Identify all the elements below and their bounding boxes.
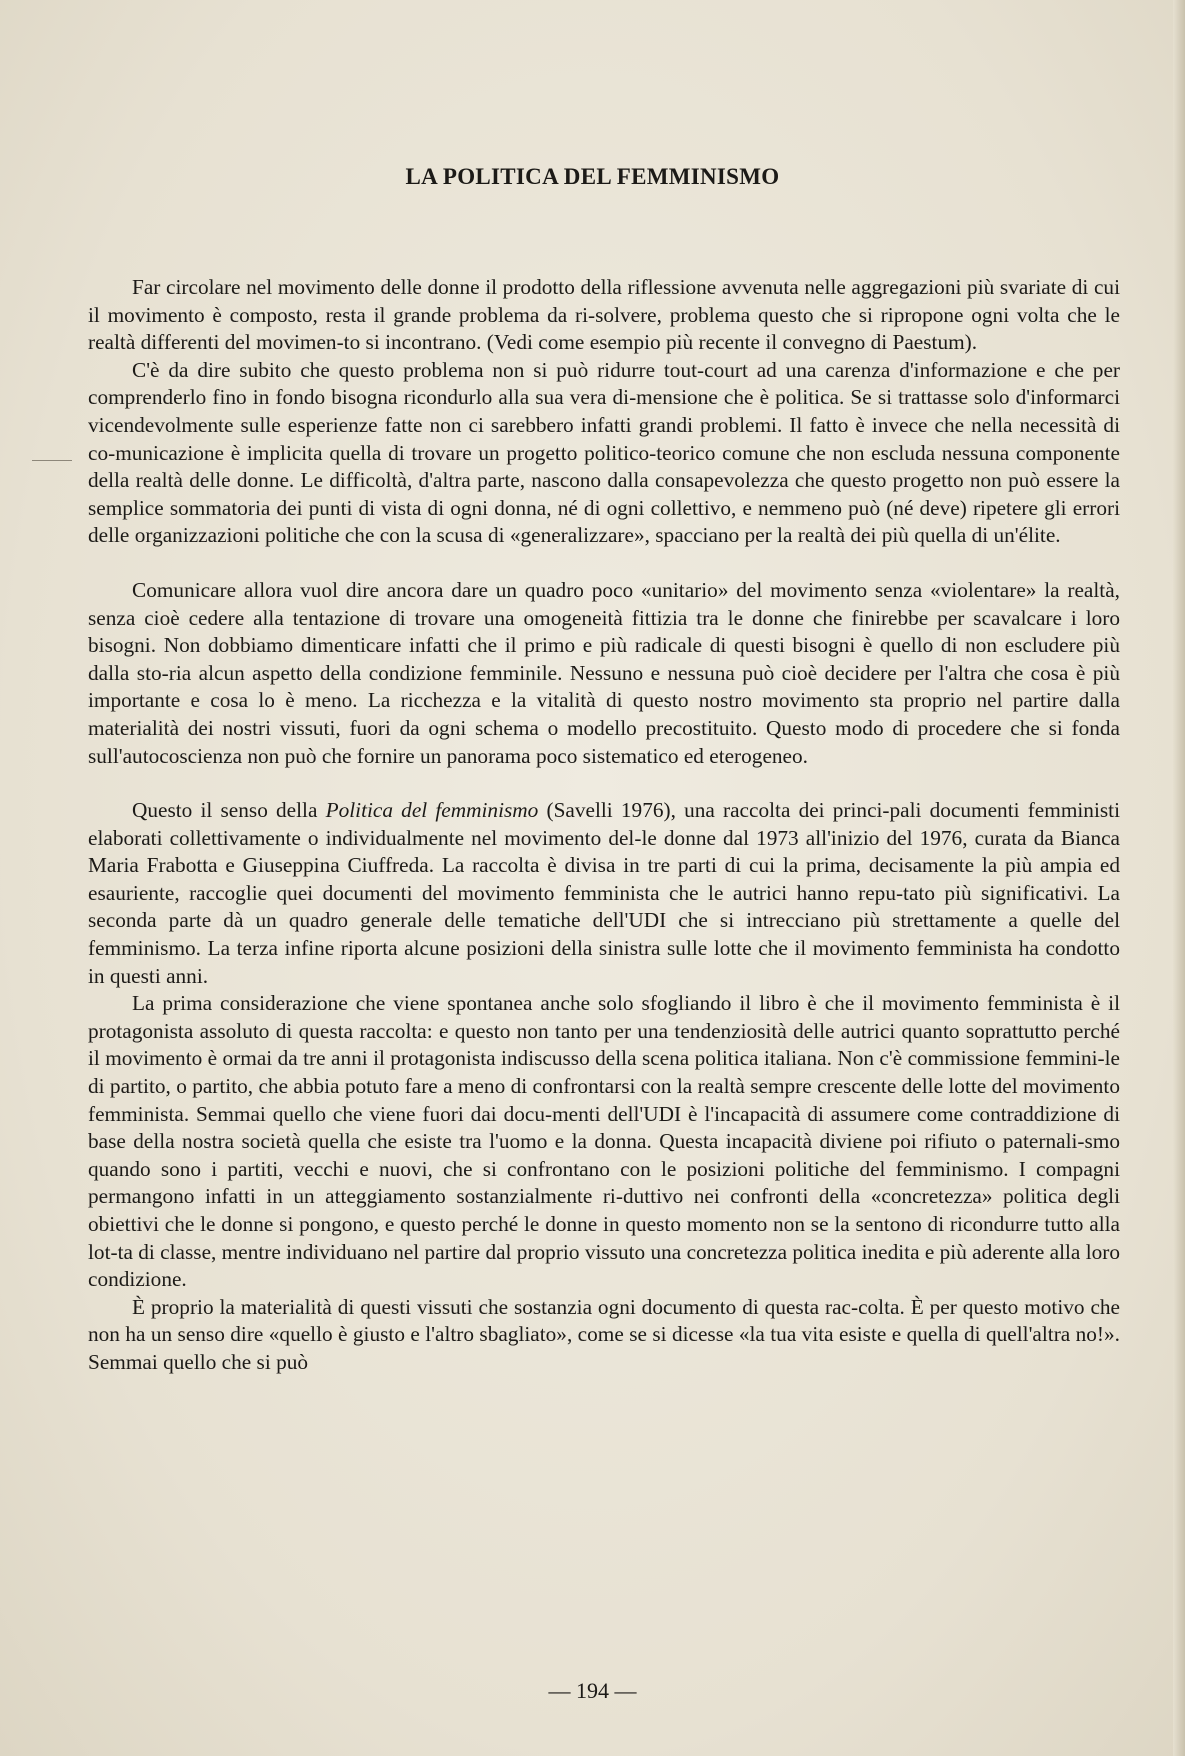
paragraph-3: Comunicare allora vuol dire ancora dare un quadro poco «unitario» del movimento senza «violentare» la realtà, senza cioè cedere alla tentazione di trovare una omogeneità fittizia tra le donne che finirebbe per scavalcare i loro bisogni. Non dobbiamo dimenticare infatti che il primo e più radicale di questi bisogni è quello di non escludere più dalla sto-ria alcun aspetto della condizione femminile. Nessuno e nessuna può cioè decidere per l'altra che cosa è più importante e cosa lo è meno. La ricchezza e la vitalità di questo nostro movimento sta proprio nel partire dalla materialità dei nostri vissuti, fuori da ogni schema o modello precostituito. Questo modo di procedere che si fonda sull'autocoscienza non può che fornire un panorama poco sistematico ed eterogeneo. — [88, 577, 1120, 768]
paragraph-2: C'è da dire subito che questo problema non si può ridurre tout-court ad una carenza d'informazione e che per comprenderlo fino in fondo bisogna ricondurlo alla sua vera di-mensione che è politica. Se si trattasse solo d'informarci vicendevolmente sulle esperienze fatte non ci sarebbero infatti grandi problemi. Il fatto è invece che nella necessità di co-municazione è implicita quella di trovare un progetto politico-teorico comune che non escluda nessuna componente della realtà delle donne. Le difficoltà, d'altra parte, nascono dalla consapevolezza che questo progetto non può essere la semplice sommatoria dei punti di vista di ogni donna, né di ogni collettivo, e nemmeno può (né deve) ripetere gli errori delle organizzazioni politiche che con la scusa di «generalizzare», spacciano per la realtà dei più quella di un'élite. — [88, 357, 1120, 548]
paragraph-4-lead: Questo il senso della — [132, 798, 326, 823]
page-title: LA POLITICA DEL FEMMINISMO — [405, 164, 780, 189]
paragraph-4 — [88, 797, 1120, 990]
paragraph-4-rest: (Savelli 1976), una raccolta dei princi-pali documenti femministi elaborati collettivamente o individualmente nel movimento del-le donne dal 1973 all'inizio del 1976, curata da Bianca Maria Frabotta e Giuseppina Ciuffreda. La raccolta è divisa in tre parti di cui la prima, decisamente la più ampia ed esauriente, raccoglie quei documenti del movimento femminista che le autrici hanno repu-tato più significativi. La seconda parte dà un quadro generale delle tematiche dell'UDI che si intrecciano più strettamente a quelle del femminismo. La terza infine riporta alcune posizioni della sinistra sulle lotte che il movimento femminista ha condotto in questi anni. — [88, 798, 1120, 988]
page-number: — 194 — — [548, 1678, 637, 1703]
article-body — [88, 274, 1120, 1377]
book-title: Politica del femminismo — [325, 798, 539, 823]
margin-mark — [32, 460, 72, 461]
paragraph-6: È proprio la materialità di questi vissuti che sostanzia ogni documento di questa rac-colta. È per questo motivo che non ha un senso dire «quello è giusto e l'altro sbagliato», come se si dicesse «la tua vita esiste e quella di quell'altra no!». Semmai quello che si può — [88, 1294, 1120, 1374]
paragraph-1: Far circolare nel movimento delle donne il prodotto della riflessione avvenuta nelle aggregazioni più svariate di cui il movimento è composto, resta il grande problema da ri-solvere, problema questo che si ripropone ogni volta che le realtà differenti del movimen-to si incontrano. (Vedi come esempio più recente il convegno di Paestum). — [88, 275, 1120, 355]
page-edge-shadow — [1173, 0, 1185, 1756]
paragraph-5: La prima considerazione che viene spontanea anche solo sfogliando il libro è che il movimento femminista è il protagonista assoluto di questa raccolta: e questo non tanto per una tendenziosità delle autrici quanto soprattutto perché il movimento è ormai da tre anni il protagonista indiscusso della scena politica italiana. Non c'è commissione femmini-le di partito, o partito, che abbia potuto fare a meno di confrontarsi con la realtà sempre crescente delle lotte del movimento femminista. Semmai quello che viene fuori dai docu-menti dell'UDI è l'incapacità di assumere come contraddizione di base della nostra società quella che esiste tra l'uomo e la donna. Questa incapacità diviene poi rifiuto o paternali-smo quando sono i partiti, vecchi e nuovi, che si confrontano con le posizioni politiche del femminismo. I compagni permangono infatti in un atteggiamento sostanzialmente ri-duttivo nei confronti della «concretezza» politica degli obiettivi che le donne si pongono, e questo perché le donne in questo momento non se la sentono di ricondurre tutto alla lot-ta di classe, mentre individuano nel partire dal proprio vissuto una concretezza politica inedita e più aderente alla loro condizione. — [88, 991, 1120, 1292]
